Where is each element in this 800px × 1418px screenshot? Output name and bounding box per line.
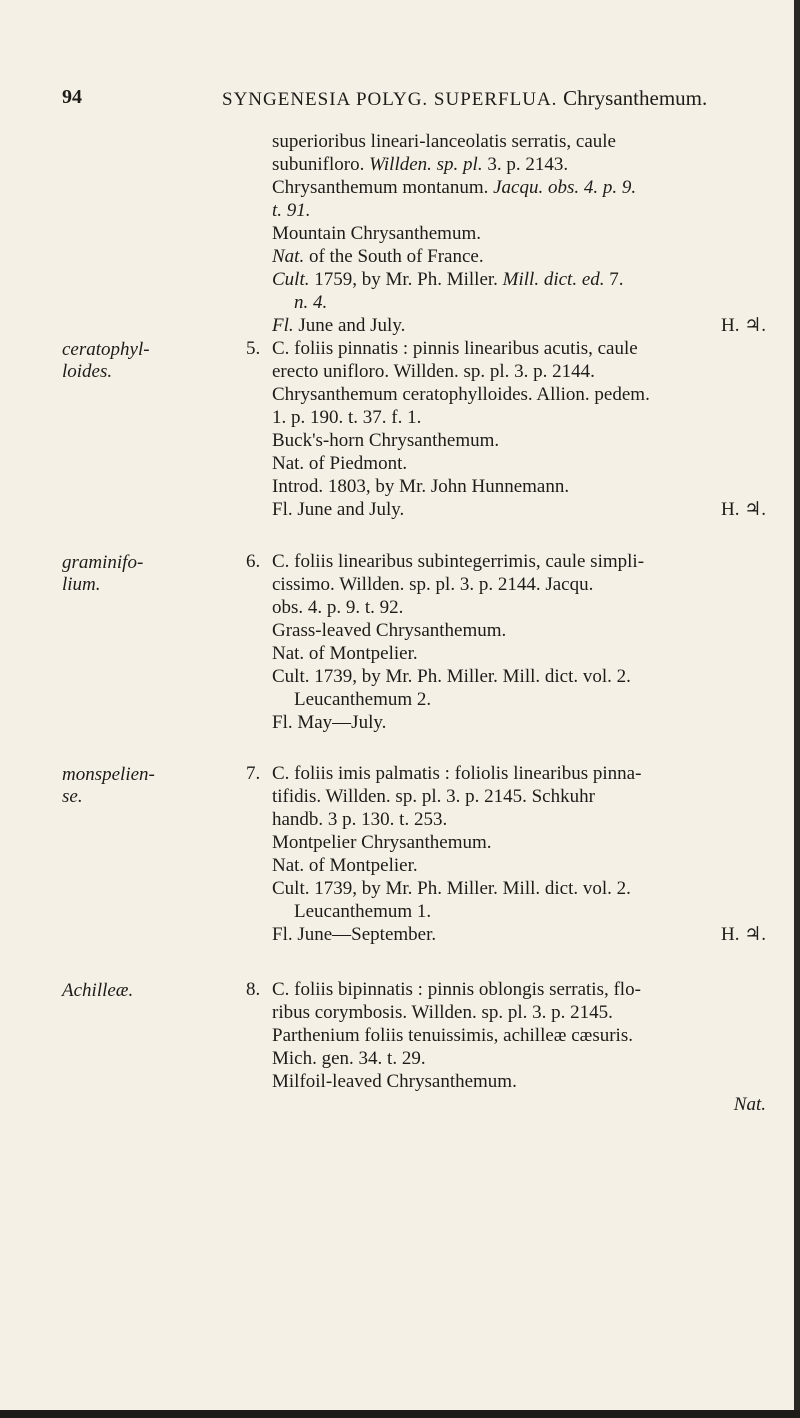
entry-5 bbox=[246, 337, 766, 521]
flowering-line: Fl. June and July. H. ♃. bbox=[272, 499, 766, 520]
entry-number: 8. bbox=[246, 979, 261, 1000]
side-label-graminifolium: graminifo- lium. bbox=[62, 552, 144, 595]
entry-line: C. foliis imis palmatis : foliolis linearibus pinna- bbox=[272, 763, 642, 784]
entry-8 bbox=[246, 978, 766, 1115]
page-number: 94 bbox=[62, 86, 82, 108]
entry-line: C. foliis bipinnatis : pinnis oblongis serratis, flo- bbox=[272, 979, 641, 1000]
entry-line: 1. p. 190. t. 37. f. 1. bbox=[272, 407, 422, 428]
flowering-line: Fl. June—September. H. ♃. bbox=[272, 924, 766, 945]
english-name: Grass-leaved Chrysanthemum. bbox=[272, 620, 507, 641]
genus-title: Chrysanthemum. bbox=[563, 86, 708, 110]
entry-number: 5. bbox=[246, 338, 261, 359]
entry-line: Chrysanthemum montanum. Jacqu. obs. 4. p. 9. bbox=[272, 177, 637, 198]
english-name: Montpelier Chrysanthemum. bbox=[272, 832, 492, 853]
catchword: Nat. bbox=[733, 1094, 766, 1115]
introd-line: Introd. 1803, by Mr. John Hunnemann. bbox=[272, 476, 570, 497]
entry-line: C. foliis linearibus subintegerrimis, caule simpli- bbox=[272, 551, 645, 572]
entry-line: Parthenium foliis tenuissimis, achilleæ cæsuris. bbox=[272, 1025, 633, 1046]
entry-continued bbox=[246, 130, 766, 337]
english-name: Milfoil-leaved Chrysanthemum. bbox=[272, 1071, 517, 1092]
side-label-achilleae: Achilleæ. bbox=[62, 980, 134, 1001]
entry-line: cissimo. Willden. sp. pl. 3. p. 2144. Jacqu. bbox=[272, 574, 594, 595]
flowering-line: Fl. June and July. H. ♃. bbox=[272, 315, 766, 336]
entry-line: handb. 3 p. 130. t. 253. bbox=[272, 809, 448, 830]
cult-line: Cult. 1739, by Mr. Ph. Miller. Mill. dict. vol. 2. bbox=[272, 666, 631, 687]
cult-line: Cult. 1759, by Mr. Ph. Miller. Mill. dict. ed. 7. bbox=[272, 269, 624, 290]
entry-line: superioribus lineari-lanceolatis serratis, caule bbox=[272, 131, 616, 152]
cult-line: Cult. 1739, by Mr. Ph. Miller. Mill. dict. vol. 2. bbox=[272, 878, 631, 899]
cult-line-cont: n. 4. bbox=[294, 292, 328, 313]
entry-line: Chrysanthemum ceratophylloides. Allion. pedem. bbox=[272, 384, 650, 405]
native-line: Nat. of the South of France. bbox=[272, 246, 484, 267]
entry-number: 7. bbox=[246, 763, 261, 784]
page-edge-bottom bbox=[0, 1410, 800, 1418]
habit-mark: H. ♃. bbox=[720, 924, 766, 945]
entry-line: erecto unifloro. Willden. sp. pl. 3. p. 2144. bbox=[272, 361, 595, 382]
entry-line: Mich. gen. 34. t. 29. bbox=[272, 1048, 426, 1069]
page-edge-right bbox=[794, 0, 800, 1418]
flowering-line: Fl. May—July. bbox=[272, 712, 387, 733]
entry-line: subunifloro. Willden. sp. pl. 3. p. 2143. bbox=[272, 154, 569, 175]
native-line: Nat. of Piedmont. bbox=[272, 453, 408, 474]
native-line: Nat. of Montpelier. bbox=[272, 855, 418, 876]
entry-line: obs. 4. p. 9. t. 92. bbox=[272, 597, 404, 618]
entry-line: ribus corymbosis. Willden. sp. pl. 3. p. 2145. bbox=[272, 1002, 613, 1023]
native-line: Nat. of Montpelier. bbox=[272, 643, 418, 664]
side-label-monspeliense: monspelien- se. bbox=[62, 764, 155, 807]
synonym-line: Leucanthemum 2. bbox=[294, 689, 432, 710]
entry-line: tifidis. Willden. sp. pl. 3. p. 2145. Schkuhr bbox=[272, 786, 595, 807]
habit-mark: H. ♃. bbox=[720, 499, 766, 520]
page-header bbox=[62, 86, 762, 116]
side-label-ceratophylloides: ceratophyl- loides. bbox=[62, 339, 150, 382]
entry-line: t. 91. bbox=[272, 200, 311, 221]
synonym-line: Leucanthemum 1. bbox=[294, 901, 432, 922]
entry-6 bbox=[246, 550, 766, 734]
english-name: Mountain Chrysanthemum. bbox=[272, 223, 481, 244]
entry-7 bbox=[246, 762, 766, 946]
entry-line: C. foliis pinnatis : pinnis linearibus acutis, caule bbox=[272, 338, 638, 359]
running-title: SYNGENESIA POLYG. SUPERFLUA. Chrysanthemum. bbox=[222, 86, 708, 110]
habit-mark: H. ♃. bbox=[720, 315, 766, 336]
english-name: Buck's-horn Chrysanthemum. bbox=[272, 430, 500, 451]
entry-number: 6. bbox=[246, 551, 261, 572]
